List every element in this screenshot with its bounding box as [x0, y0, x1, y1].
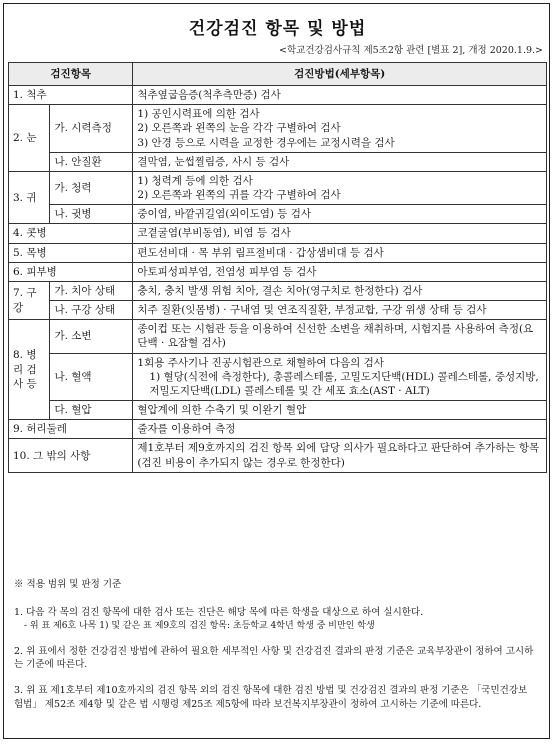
- table-row: [9, 205, 547, 224]
- table-row: [9, 281, 547, 300]
- row-subitem: 다. 혈압: [50, 401, 133, 420]
- row-method: 줄자를 이용하여 측정: [133, 420, 547, 439]
- row-method: 충치, 충치 발생 위험 치아, 결손 치아(영구치로 한정한다) 검사: [133, 281, 547, 300]
- row-subitem: 나. 구강 상태: [50, 301, 133, 320]
- table-row: [9, 353, 547, 401]
- table-row: [9, 320, 547, 353]
- row-item: 10. 그 밖의 사항: [9, 439, 133, 472]
- row-method: 혈압계에 의한 수축기 및 이완기 혈압: [133, 401, 547, 420]
- row-group: 3. 귀: [9, 171, 50, 224]
- table-row: [9, 86, 547, 105]
- notes-heading: ※ 적용 범위 및 판정 기준: [14, 579, 122, 590]
- row-subitem: 나. 귓병: [50, 205, 133, 224]
- note-subitem: - 위 표 제6호 나목 1) 및 같은 표 제9호의 검진 항목: 초등학교 4학년 학생 중 비만인 학생: [24, 620, 375, 631]
- row-item: 4. 콧병: [9, 224, 133, 243]
- page-subtitle: <학교건강검사규칙 제5조2항 관련 [별표 2], 개정 2020.1.9.>: [279, 45, 543, 56]
- row-method: 제1호부터 제9호까지의 검진 항목 외에 담당 의사가 필요하다고 판단하여 추가하는 항목(검진 비용이 추가되지 않는 경우로 한정한다): [133, 439, 547, 472]
- row-method: 중이염, 바깥귀길염(외이도염) 등 검사: [133, 205, 547, 224]
- row-group: 8. 병리 검사 등: [9, 320, 50, 420]
- page-title: 건강검진 항목 및 방법: [188, 19, 367, 39]
- row-method: [133, 353, 547, 401]
- row-subitem: 나. 혈액: [50, 353, 133, 401]
- method-line: 1) 청력계 등에 의한 검사: [137, 174, 253, 187]
- method-line: 2) 오른쪽과 왼쪽의 귀를 각각 구별하여 검사: [137, 189, 341, 202]
- row-subitem: 가. 시력측정: [50, 105, 133, 153]
- row-method: 코곁굴염(부비동염), 비염 등 검사: [133, 224, 547, 243]
- row-subitem: 가. 청력: [50, 171, 133, 204]
- row-item: 9. 허리둘레: [9, 420, 133, 439]
- row-method: 치주 질환(잇몸병) · 구내염 및 연조직질환, 부정교합, 구강 위생 상태 등 검사: [133, 301, 547, 320]
- row-method: 종이컵 또는 시험관 등을 이용하여 신선한 소변을 채취하며, 시험지를 사용하여 측정(요단백 · 요잠혈 검사): [133, 320, 547, 353]
- method-line: 1회용 주사기나 진공시험관으로 채혈하여 다음의 검사: [137, 356, 384, 369]
- header-method: 검진방법(세부항목): [133, 63, 547, 86]
- exam-items-table: [8, 62, 547, 473]
- notes-section: [14, 578, 534, 724]
- row-method: [133, 105, 547, 153]
- table-header-row: [9, 63, 547, 86]
- table-row: [9, 262, 547, 281]
- row-item: 6. 피부병: [9, 262, 133, 281]
- note-item: 2. 위 표에서 정한 건강검진 방법에 관하여 필요한 세부적인 사항 및 건강검진 결과의 판정 기준은 교육부장관이 정하여 고시하는 기준에 따른다.: [14, 645, 534, 671]
- header-item: 검진항목: [9, 63, 133, 86]
- table-row: [9, 105, 547, 153]
- row-group: 7. 구강: [9, 281, 50, 319]
- table-row: [9, 171, 547, 204]
- row-item: 1. 척추: [9, 86, 133, 105]
- table-row: [9, 152, 547, 171]
- method-line: 2) 오른쪽과 왼쪽의 눈을 각각 구별하여 검사: [137, 122, 341, 135]
- row-method: 척추옆굽음증(척추측만증) 검사: [133, 86, 547, 105]
- row-item: 5. 목병: [9, 243, 133, 262]
- table-row: [9, 420, 547, 439]
- method-line: 3) 안경 등으로 시력을 교정한 경우에는 교정시력을 검사: [137, 136, 395, 149]
- table-row: [9, 224, 547, 243]
- row-method: 편도선비대 · 목 부위 림프절비대 · 갑상샘비대 등 검사: [133, 243, 547, 262]
- table-row: [9, 401, 547, 420]
- row-method: 아토피성피부염, 전염성 피부염 등 검사: [133, 262, 547, 281]
- note-item: 1. 다음 각 목의 검진 항목에 대한 검사 또는 진단은 해당 목에 따른 학생을 대상으로 하여 실시한다.: [14, 606, 424, 618]
- table-row: [9, 243, 547, 262]
- table-row: [9, 301, 547, 320]
- row-subitem: 가. 소변: [50, 320, 133, 353]
- method-line: 1) 공인시력표에 의한 검사: [137, 108, 260, 121]
- row-method: [133, 171, 547, 204]
- row-group: 2. 눈: [9, 105, 50, 172]
- table-row: [9, 439, 547, 472]
- note-item: 3. 위 표 제1호부터 제10호까지의 검진 항목 외의 검진 항목에 대한 검진 방법 및 건강검진 결과의 판정 기준은 「국민건강보험법」 제52조 제4항 및 같은 법 시행령 제25조 제5항에 따라 보건복지부장관이 정하여 고시하는 기준에 따른다.: [14, 685, 528, 710]
- row-method: 결막염, 눈썹찔림증, 사시 등 검사: [133, 152, 547, 171]
- row-subitem: 가. 치아 상태: [50, 281, 133, 300]
- method-line: 1) 혈당(식전에 측정한다), 총콜레스테롤, 고밀도지단백(HDL) 콜레스테롤, 중성지방, 저밀도지단백(LDL) 콜레스테롤 및 간 세포 효소(AST · ALT): [149, 370, 539, 397]
- row-subitem: 나. 안질환: [50, 152, 133, 171]
